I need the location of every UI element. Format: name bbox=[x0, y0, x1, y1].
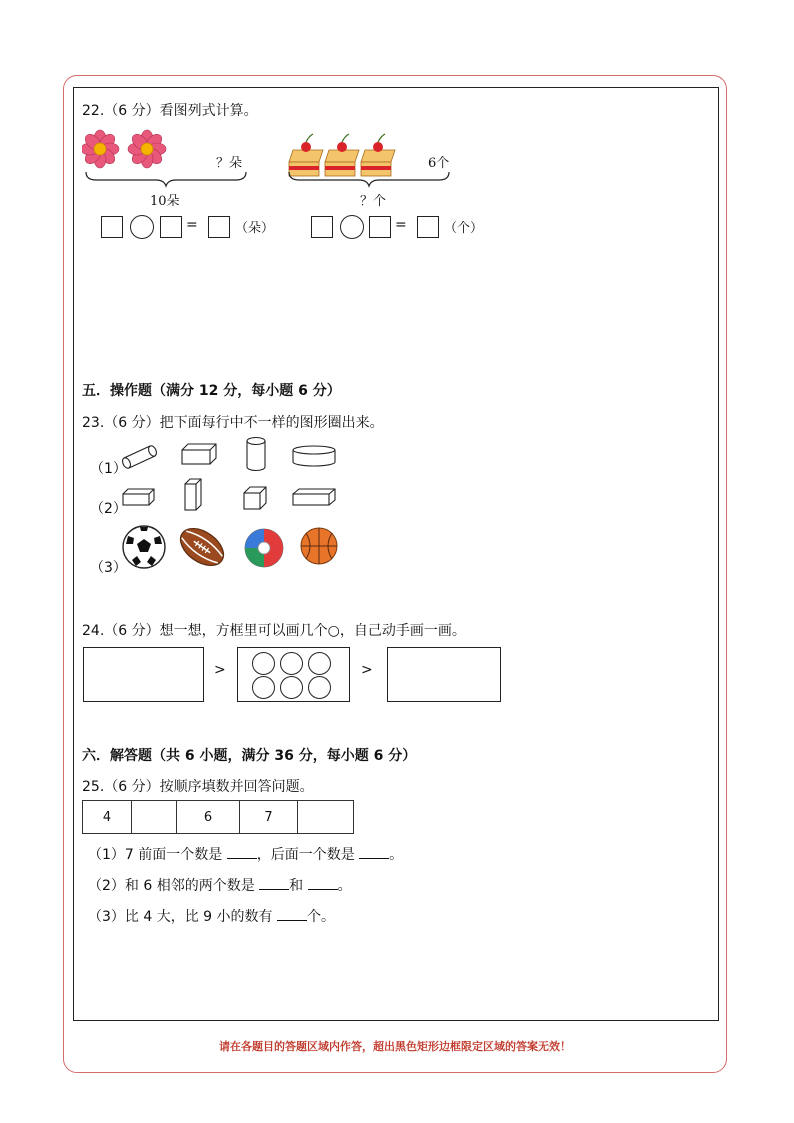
answer-blank[interactable] bbox=[359, 846, 389, 859]
q25-part2 bbox=[88, 875, 352, 895]
q22-left-total: 10朵 bbox=[150, 194, 180, 209]
q25-title: 25.（6 分）按顺序填数并回答问题。 bbox=[82, 779, 314, 795]
flower-icon bbox=[128, 130, 166, 168]
sequence-cell: 7 bbox=[240, 801, 298, 834]
circle-icon bbox=[308, 676, 331, 699]
answer-box[interactable] bbox=[369, 216, 391, 238]
q25-part1-end: 。 bbox=[389, 847, 404, 863]
sequence-cell-blank[interactable] bbox=[298, 801, 354, 834]
q25-part1 bbox=[88, 844, 403, 864]
q25-part1-text-b: ，后面一个数是 bbox=[256, 847, 355, 863]
q22-right-question: ？个 bbox=[360, 194, 387, 209]
lying-cylinder-icon bbox=[121, 445, 158, 470]
q25-part2-text-a: （2）和 6 相邻的两个数是 bbox=[88, 878, 255, 894]
tall-cuboid-icon bbox=[185, 479, 201, 510]
long-cuboid-icon bbox=[293, 489, 335, 505]
q23-row1-shapes bbox=[120, 436, 345, 476]
circle-icon bbox=[252, 676, 275, 699]
q23-row2-label: （2） bbox=[90, 501, 127, 517]
brace-icon bbox=[86, 172, 246, 186]
soccer-ball-icon bbox=[123, 526, 165, 568]
answer-box[interactable] bbox=[417, 216, 439, 238]
q23-row2-shapes bbox=[120, 476, 345, 516]
q22-left-unit: （朵） bbox=[235, 221, 275, 236]
q23-row3-balls bbox=[120, 524, 345, 572]
operator-circle[interactable] bbox=[340, 215, 364, 239]
q22-title: 22.（6 分）看图列式计算。 bbox=[82, 103, 258, 119]
circle-icon bbox=[252, 652, 275, 675]
answer-blank[interactable] bbox=[308, 877, 338, 890]
answer-box[interactable] bbox=[208, 216, 230, 238]
answer-blank[interactable] bbox=[227, 846, 257, 859]
circle-box bbox=[237, 647, 350, 702]
rugby-ball-icon bbox=[174, 524, 231, 572]
sequence-cell: 6 bbox=[177, 801, 240, 834]
beach-ball-icon bbox=[245, 529, 283, 567]
equals-sign: = bbox=[186, 217, 198, 233]
circle-icon bbox=[280, 652, 303, 675]
q25-part3 bbox=[88, 906, 335, 926]
operator-circle[interactable] bbox=[130, 215, 154, 239]
circle-icon bbox=[280, 676, 303, 699]
cake-icon bbox=[289, 134, 323, 176]
section6-title: 六．解答题（共 6 小题，满分 36 分，每小题 6 分） bbox=[82, 748, 417, 764]
cuboid-icon bbox=[123, 489, 154, 505]
q24-title: 24.（6 分）想一想，方框里可以画几个○，自己动手画一画。 bbox=[82, 623, 466, 639]
answer-box[interactable] bbox=[101, 216, 123, 238]
q25-part3-end: 个。 bbox=[306, 909, 335, 925]
footer-notice: 请在各题目的答题区域内作答，超出黑色矩形边框限定区域的答案无效！ bbox=[219, 1040, 571, 1053]
sequence-cell-blank[interactable] bbox=[132, 801, 177, 834]
flower-icon bbox=[82, 130, 119, 168]
q25-part2-text-b: 和 bbox=[289, 878, 304, 894]
cake-icon bbox=[361, 134, 395, 176]
answer-blank[interactable] bbox=[259, 877, 289, 890]
greater-than-sign: > bbox=[214, 662, 226, 678]
drawing-box-right[interactable] bbox=[387, 647, 501, 702]
basketball-icon bbox=[301, 528, 337, 564]
drawing-box-left[interactable] bbox=[83, 647, 204, 702]
q23-row1-label: （1） bbox=[90, 461, 127, 477]
q22-right-unit: （个） bbox=[444, 221, 484, 236]
flat-cylinder-icon bbox=[293, 446, 335, 466]
section5-title: 五．操作题（满分 12 分，每小题 6 分） bbox=[82, 383, 341, 399]
q22-right-known: 6个 bbox=[428, 156, 450, 171]
answer-box[interactable] bbox=[160, 216, 182, 238]
equals-sign: = bbox=[395, 217, 407, 233]
circle-icon bbox=[308, 652, 331, 675]
q25-part3-text-a: （3）比 4 大，比 9 小的数有 bbox=[88, 909, 273, 925]
number-sequence-table bbox=[82, 800, 354, 834]
sequence-cell: 4 bbox=[83, 801, 132, 834]
cake-icon bbox=[325, 134, 359, 176]
cuboid-icon bbox=[182, 444, 216, 464]
q25-part1-text-a: （1）7 前面一个数是 bbox=[88, 847, 223, 863]
q25-part2-end: 。 bbox=[337, 878, 352, 894]
answer-blank[interactable] bbox=[277, 908, 307, 921]
greater-than-sign: > bbox=[361, 662, 373, 678]
answer-box[interactable] bbox=[311, 216, 333, 238]
q23-row3-label: （3） bbox=[90, 560, 127, 576]
q22-left-question: ？朵 bbox=[216, 156, 243, 171]
cube-icon bbox=[244, 487, 266, 509]
standing-cylinder-icon bbox=[247, 438, 265, 471]
q23-title: 23.（6 分）把下面每行中不一样的图形圈出来。 bbox=[82, 415, 384, 431]
